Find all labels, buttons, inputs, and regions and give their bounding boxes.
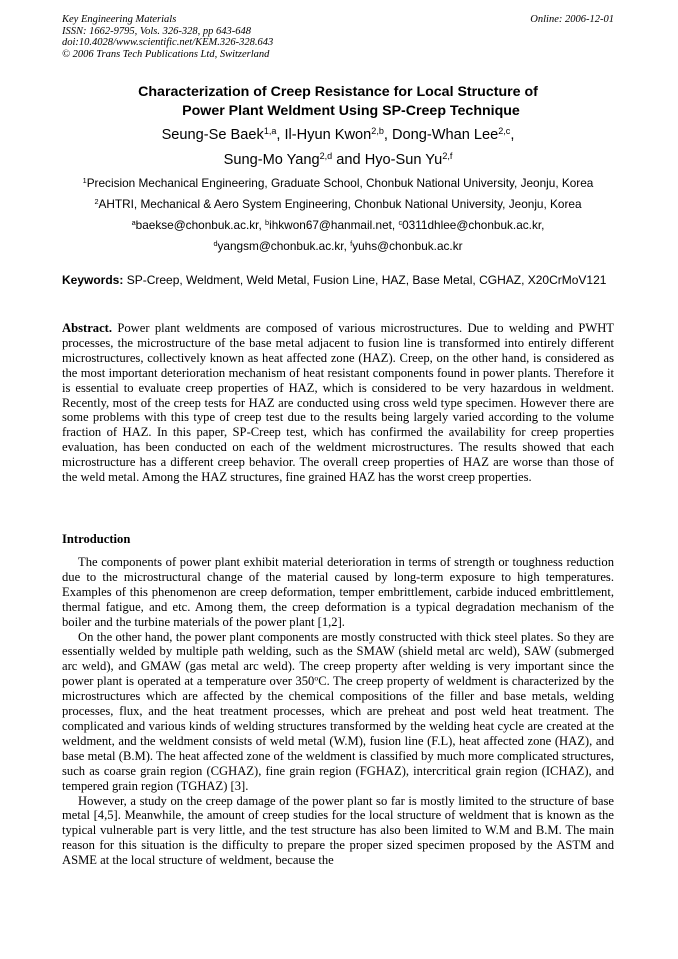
copyright-line: © 2006 Trans Tech Publications Ltd, Switzerland bbox=[62, 48, 270, 60]
affiliation-2 bbox=[62, 197, 614, 211]
author-name: Il-Hyun Kwon bbox=[284, 127, 372, 143]
email-address[interactable]: baekse@chonbuk.ac.kr bbox=[135, 218, 259, 232]
email-line-1: $^a$baekse@chonbuk.ac.kr, $^b$ihkwon67@hanmail.net, $^c$0311dhlee@chonbuk.ac.kr, bbox=[131, 217, 545, 232]
keywords-section bbox=[62, 273, 614, 287]
email-address[interactable]: ihkwon67@hanmail.net bbox=[269, 218, 392, 232]
email-address[interactable]: yangsm@chonbuk.ac.kr bbox=[217, 239, 344, 253]
author-sep: , bbox=[510, 127, 515, 143]
author-sup: 2,f bbox=[442, 151, 453, 162]
email-sup: a bbox=[131, 217, 136, 227]
online-date: Online: 2006-12-01 bbox=[530, 14, 614, 25]
email-address[interactable]: 0311dhlee@chonbuk.ac.kr bbox=[402, 218, 542, 232]
author-sup: 2,c bbox=[498, 126, 511, 137]
paragraph: The components of power plant exhibit material deterioration in terms of strength or toughness reduction due to the microstructural change of the material caused by long-term exposure to high temperatures. Examples of this phenomenon are creep deformation, temper embrittlement, carbide induced embrittlement, thermal fatigue, and etc. Among them, the creep deformation is a typical degradation mechanism of the boiler and the turbine materials of the power plant [1,2]. bbox=[62, 555, 614, 629]
paper-title bbox=[62, 83, 614, 120]
author-name: Seung-Se Baek bbox=[161, 127, 264, 143]
author-name: Hyo-Sun Yu bbox=[364, 152, 443, 168]
email-address[interactable]: yuhs@chonbuk.ac.kr bbox=[352, 239, 463, 253]
journal-header bbox=[62, 14, 273, 60]
author-list bbox=[62, 123, 614, 173]
author-name: Dong-Whan Lee bbox=[391, 127, 499, 143]
title-line-2: Power Plant Weldment Using SP-Creep Technique bbox=[182, 102, 520, 119]
author-sep: , bbox=[383, 127, 392, 143]
keywords-label: Keywords: bbox=[62, 273, 124, 287]
author-sep: and bbox=[332, 152, 365, 168]
author-line-2 bbox=[62, 148, 614, 173]
keywords-text: SP-Creep, Weldment, Weld Metal, Fusion Line, HAZ, Base Metal, CGHAZ, X20CrMoV121 bbox=[126, 273, 607, 287]
affiliation-sup: 2 bbox=[94, 196, 99, 206]
degree-sup: o bbox=[314, 673, 319, 683]
affiliation-sup: 1 bbox=[82, 175, 87, 185]
paragraph bbox=[62, 630, 614, 794]
abstract-text: Power plant weldments are composed of various microstructures. Due to welding and PWHT processes, the microstructure of the base metal adjacent to fusion line is transformed into entirely different microstructures, collectively known as heat affected zone (HAZ). Creep, on the other hand, is considered as the most important deterioration mechanism of heat resistant components found in power plants. Therefore it is essential to evaluate creep properties of HAZ, which is considered to be very hazardous in weldment. Recently, most of the creep tests for HAZ are conducted using cross weld type specimen. However there are some problems with this type of creep test due to the results being largely varied according to the volume fraction of HAZ. In this paper, SP-Creep test, which has confirmed the availability for creep properties evaluation, has been conducted on each of the weldment microstructures. The results showed that each microstructure has a different creep behavior. The overall creep properties of HAZ are worse than those of the weld metal. Among the HAZ structures, fine grained HAZ has the worst creep properties. bbox=[62, 321, 614, 485]
email-sup: d bbox=[213, 238, 218, 248]
author-sep: , bbox=[276, 127, 285, 143]
author-sup: 1,a bbox=[263, 126, 277, 137]
journal-name: Key Engineering Materials bbox=[62, 14, 177, 25]
email-sup: c bbox=[398, 217, 403, 227]
affiliation-1 bbox=[62, 176, 614, 190]
introduction-body bbox=[62, 555, 614, 868]
paragraph-text: C. The creep property of weldment is characterized by the microstructures which are affected by the chemical compositions of the filler and base metals, welding processes, flux, and the heat treatment processes, which are preheat and post weld heat treatment. The complicated and various kinds of welding structures transformed by the welding heat cycle are created at the weldment, and the weldment consists of weld metal (W.M), fusion line (F.L), heat affected zone (HAZ), and base metal (B.M). The heat affected zone of the weldment is classified by much more complicated structures, such as coarse grain region (CGHAZ), fine grain region (FGHAZ), intercritical grain region (ICHAZ), and tempered grain region (TGHAZ) [3]. bbox=[62, 674, 614, 793]
email-sup: f bbox=[350, 238, 353, 248]
abstract-section bbox=[62, 321, 614, 485]
title-line-1: Characterization of Creep Resistance for Local Structure of bbox=[138, 84, 538, 100]
issn-line: ISSN: 1662-9795, Vols. 326-328, pp 643-648 bbox=[62, 25, 251, 37]
email-line-2: $^d$yangsm@chonbuk.ac.kr, $^f$yuhs@chonbuk.ac.kr bbox=[213, 238, 463, 253]
author-sup: 2,d bbox=[319, 151, 333, 162]
author-line-1 bbox=[62, 123, 614, 148]
section-heading-introduction: Introduction bbox=[62, 532, 131, 546]
abstract-label: Abstract. bbox=[62, 321, 113, 335]
paragraph-text: On the other hand, the power plant components are mostly constructed with thick steel plates. So they are essentially welded by multiple path welding, such as the SMAW (shield metal arc weld), SAW (submerged arc weld), and GMAW (gas metal arc weld). The creep property after welding is very important since the power plant is operated at a temperature over 350 bbox=[62, 629, 614, 689]
paragraph: However, a study on the creep damage of the power plant so far is mostly limited to the structure of base metal [4,5]. Meanwhile, the amount of creep studies for the local structure of weldment that is known as the typical vulnerable part is very little, and the test structure has also been limited to W.M and B.M. The main reason for this situation is the difficulty to prepare the proper sized specimen proposed by the ASTM and ASME at the local structure of weldment, because the bbox=[62, 793, 614, 868]
author-name: Sung-Mo Yang bbox=[223, 152, 320, 168]
author-sup: 2,b bbox=[371, 126, 384, 137]
doi-line: doi:10.4028/www.scientific.net/KEM.326-328.643 bbox=[62, 37, 274, 48]
affiliation-text: AHTRI, Mechanical & Aero System Engineering, Chonbuk National University, Jeonju, Korea bbox=[98, 197, 582, 211]
affiliation-text: Precision Mechanical Engineering, Graduate School, Chonbuk National University, Jeonju, Korea bbox=[86, 176, 594, 190]
email-sup: b bbox=[265, 217, 270, 227]
